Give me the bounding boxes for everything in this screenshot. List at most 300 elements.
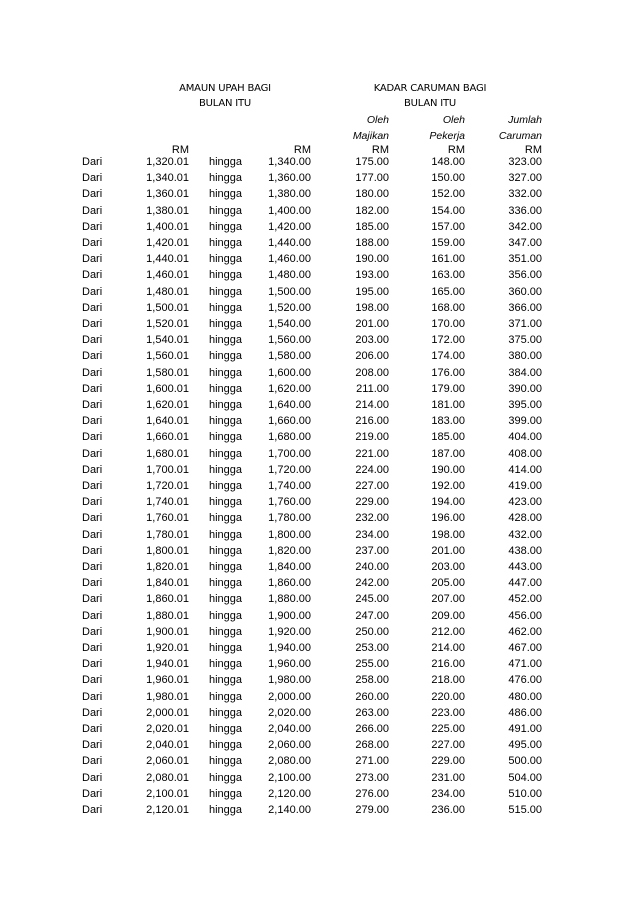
wage-from-cell: 1,440.01: [146, 253, 189, 266]
row-label-dari: Dari: [82, 787, 103, 800]
wage-from-cell: 1,560.01: [146, 350, 189, 363]
employer-contribution-cell: 188.00: [355, 237, 389, 249]
wage-to-cell: 1,900.00: [268, 609, 311, 622]
wage-to-cell: 1,540.00: [268, 318, 311, 330]
wage-from-cell: 1,760.01: [146, 512, 189, 525]
employer-contribution-cell: 258.00: [355, 674, 389, 687]
total-contribution-cell: 395.00: [508, 399, 542, 411]
employee-contribution-cell: 161.00: [431, 253, 465, 266]
table-row: [0, 154, 638, 170]
wage-from-cell: 1,900.01: [146, 625, 189, 638]
wage-to-cell: 1,660.00: [268, 415, 311, 428]
employee-contribution-cell: 205.00: [431, 577, 465, 590]
row-label-hingga: hingga: [209, 172, 243, 185]
table-row: [0, 429, 638, 445]
wage-to-cell: 1,800.00: [268, 528, 311, 541]
row-label-dari: Dari: [82, 350, 103, 363]
total-contribution-cell: 414.00: [508, 463, 542, 476]
row-label-hingga: hingga: [209, 544, 243, 557]
wage-to-cell: 1,480.00: [268, 269, 311, 282]
total-contribution-cell: 360.00: [508, 285, 542, 298]
employer-contribution-cell: 182.00: [355, 204, 389, 217]
row-label-hingga: hingga: [209, 447, 243, 460]
wage-from-cell: 1,340.01: [146, 172, 189, 185]
wage-from-cell: 1,540.01: [146, 334, 189, 347]
row-label-hingga: hingga: [209, 188, 243, 201]
wage-to-cell: 1,980.00: [268, 674, 311, 687]
row-label-hingga: hingga: [209, 399, 243, 411]
wage-to-cell: 1,680.00: [268, 431, 311, 444]
currency-label-employee: RM: [447, 144, 465, 156]
employer-contribution-cell: 253.00: [355, 642, 389, 654]
employer-contribution-cell: 198.00: [355, 301, 389, 314]
table-row: [0, 170, 638, 186]
employee-contribution-cell: 234.00: [431, 787, 465, 800]
table-row: [0, 575, 638, 591]
employer-contribution-cell: 260.00: [355, 690, 389, 703]
row-label-hingga: hingga: [209, 382, 243, 395]
wage-to-cell: 1,960.00: [268, 658, 311, 671]
wage-from-cell: 1,360.01: [146, 188, 189, 201]
employee-contribution-cell: 187.00: [431, 447, 465, 460]
employee-contribution-cell: 179.00: [431, 382, 465, 395]
table-row: [0, 365, 638, 381]
employee-contribution-cell: 163.00: [431, 269, 465, 282]
total-contribution-cell: 384.00: [508, 366, 542, 379]
currency-label-total: RM: [524, 144, 542, 156]
table-row: [0, 786, 638, 802]
wage-to-cell: 1,560.00: [268, 334, 311, 347]
row-label-hingga: hingga: [209, 269, 243, 282]
employee-contribution-cell: 170.00: [431, 318, 465, 330]
table-row: [0, 510, 638, 526]
total-contribution-cell: 486.00: [508, 706, 542, 719]
row-label-hingga: hingga: [209, 593, 243, 606]
row-label-hingga: hingga: [209, 609, 243, 622]
total-contribution-cell: 504.00: [508, 771, 542, 784]
employee-contribution-cell: 185.00: [431, 431, 465, 444]
table-row: [0, 251, 638, 267]
row-label-dari: Dari: [82, 480, 103, 492]
row-label-hingga: hingga: [209, 787, 243, 800]
total-header-line2: Caruman: [498, 130, 542, 142]
total-contribution-cell: 351.00: [508, 253, 542, 266]
wage-from-cell: 1,500.01: [146, 301, 189, 314]
employee-contribution-cell: 190.00: [431, 463, 465, 476]
row-label-hingga: hingga: [209, 253, 243, 266]
employer-contribution-cell: 255.00: [355, 658, 389, 671]
employer-contribution-cell: 195.00: [355, 285, 389, 298]
row-label-hingga: hingga: [209, 512, 243, 525]
wage-to-cell: 1,620.00: [268, 382, 311, 395]
total-contribution-cell: 356.00: [508, 269, 542, 282]
table-row: [0, 462, 638, 478]
table-row: [0, 770, 638, 786]
table-row: [0, 608, 638, 624]
row-label-dari: Dari: [82, 739, 103, 752]
employer-contribution-cell: 177.00: [355, 172, 389, 185]
row-label-hingga: hingga: [209, 285, 243, 298]
table-row: [0, 543, 638, 559]
total-contribution-cell: 366.00: [508, 301, 542, 314]
employer-contribution-cell: 279.00: [355, 804, 389, 816]
total-contribution-cell: 443.00: [508, 561, 542, 573]
row-label-dari: Dari: [82, 269, 103, 282]
wage-to-cell: 1,580.00: [268, 350, 311, 363]
row-label-dari: Dari: [82, 804, 103, 816]
wage-from-cell: 1,480.01: [146, 285, 189, 298]
row-label-dari: Dari: [82, 220, 103, 233]
row-label-dari: Dari: [82, 496, 103, 509]
total-contribution-cell: 371.00: [508, 318, 542, 330]
employer-contribution-cell: 175.00: [355, 156, 389, 168]
employee-contribution-cell: 150.00: [431, 172, 465, 185]
employee-contribution-cell: 212.00: [431, 625, 465, 638]
total-contribution-cell: 432.00: [508, 528, 542, 541]
row-label-hingga: hingga: [209, 755, 243, 768]
row-label-hingga: hingga: [209, 771, 243, 784]
wage-from-cell: 2,060.01: [146, 755, 189, 768]
employee-contribution-cell: 198.00: [431, 528, 465, 541]
wage-to-cell: 1,740.00: [268, 480, 311, 492]
wage-to-cell: 1,640.00: [268, 399, 311, 411]
employee-contribution-cell: 223.00: [431, 706, 465, 719]
wage-title-line1: AMAUN UPAH BAGI: [179, 83, 271, 94]
wage-from-cell: 1,980.01: [146, 690, 189, 703]
total-contribution-cell: 428.00: [508, 512, 542, 525]
row-label-dari: Dari: [82, 528, 103, 541]
total-contribution-cell: 491.00: [508, 723, 542, 735]
wage-to-cell: 1,340.00: [268, 156, 311, 168]
row-label-dari: Dari: [82, 706, 103, 719]
employer-contribution-cell: 185.00: [355, 220, 389, 233]
employee-contribution-cell: 157.00: [431, 220, 465, 233]
row-label-dari: Dari: [82, 285, 103, 298]
wage-from-cell: 1,460.01: [146, 269, 189, 282]
total-contribution-cell: 471.00: [508, 658, 542, 671]
total-contribution-cell: 515.00: [508, 804, 542, 816]
wage-from-cell: 2,080.01: [146, 771, 189, 784]
employee-contribution-cell: 192.00: [431, 480, 465, 492]
row-label-dari: Dari: [82, 771, 103, 784]
employer-contribution-cell: 240.00: [355, 561, 389, 573]
table-row: [0, 591, 638, 607]
employer-contribution-cell: 245.00: [355, 593, 389, 606]
row-label-hingga: hingga: [209, 237, 243, 249]
row-label-dari: Dari: [82, 156, 103, 168]
wage-to-cell: 1,720.00: [268, 463, 311, 476]
wage-to-cell: 1,820.00: [268, 544, 311, 557]
row-label-dari: Dari: [82, 204, 103, 217]
row-label-hingga: hingga: [209, 642, 243, 654]
total-contribution-cell: 347.00: [508, 237, 542, 249]
row-label-hingga: hingga: [209, 156, 243, 168]
row-label-dari: Dari: [82, 415, 103, 428]
row-label-dari: Dari: [82, 577, 103, 590]
wage-from-cell: 1,840.01: [146, 577, 189, 590]
employer-contribution-cell: 234.00: [355, 528, 389, 541]
table-row: [0, 802, 638, 818]
table-row: [0, 624, 638, 640]
wage-to-cell: 1,840.00: [268, 561, 311, 573]
wage-to-cell: 1,880.00: [268, 593, 311, 606]
total-contribution-cell: 495.00: [508, 739, 542, 752]
wage-from-cell: 1,800.01: [146, 544, 189, 557]
wage-to-cell: 1,520.00: [268, 301, 311, 314]
table-row: [0, 478, 638, 494]
table-row: [0, 348, 638, 364]
table-row: [0, 413, 638, 429]
currency-label-from: RM: [171, 144, 189, 156]
currency-label-employer: RM: [371, 144, 389, 156]
wage-from-cell: 2,020.01: [146, 723, 189, 735]
wage-to-cell: 1,380.00: [268, 188, 311, 201]
row-label-hingga: hingga: [209, 577, 243, 590]
wage-from-cell: 1,380.01: [146, 204, 189, 217]
total-contribution-cell: 467.00: [508, 642, 542, 654]
row-label-dari: Dari: [82, 188, 103, 201]
employer-contribution-cell: 190.00: [355, 253, 389, 266]
row-label-hingga: hingga: [209, 674, 243, 687]
employer-contribution-cell: 237.00: [355, 544, 389, 557]
row-label-hingga: hingga: [209, 739, 243, 752]
row-label-dari: Dari: [82, 366, 103, 379]
wage-from-cell: 2,000.01: [146, 706, 189, 719]
row-label-hingga: hingga: [209, 658, 243, 671]
total-header-line1: Jumlah: [508, 114, 542, 126]
row-label-hingga: hingga: [209, 706, 243, 719]
contrib-title-line2: BULAN ITU: [403, 98, 457, 109]
employer-contribution-cell: 216.00: [355, 415, 389, 428]
currency-label-to: RM: [293, 144, 311, 156]
row-label-dari: Dari: [82, 431, 103, 444]
row-label-dari: Dari: [82, 625, 103, 638]
wage-from-cell: 1,940.01: [146, 658, 189, 671]
table-row: [0, 203, 638, 219]
employer-contribution-cell: 266.00: [355, 723, 389, 735]
wage-from-cell: 1,420.01: [146, 237, 189, 249]
employee-contribution-cell: 196.00: [431, 512, 465, 525]
wage-from-cell: 2,100.01: [146, 787, 189, 800]
row-label-dari: Dari: [82, 334, 103, 347]
wage-title-line2: BULAN ITU: [198, 98, 252, 109]
total-contribution-cell: 456.00: [508, 609, 542, 622]
table-row: [0, 332, 638, 348]
employee-contribution-cell: 168.00: [431, 301, 465, 314]
employer-contribution-cell: 224.00: [355, 463, 389, 476]
row-label-dari: Dari: [82, 674, 103, 687]
employer-contribution-cell: 214.00: [355, 399, 389, 411]
employee-contribution-cell: 218.00: [431, 674, 465, 687]
employer-contribution-cell: 203.00: [355, 334, 389, 347]
wage-from-cell: 1,960.01: [146, 674, 189, 687]
total-contribution-cell: 452.00: [508, 593, 542, 606]
employer-contribution-cell: 242.00: [355, 577, 389, 590]
row-label-dari: Dari: [82, 544, 103, 557]
employer-contribution-cell: 201.00: [355, 318, 389, 330]
table-row: [0, 689, 638, 705]
employee-contribution-cell: 165.00: [431, 285, 465, 298]
total-contribution-cell: 323.00: [508, 156, 542, 168]
total-contribution-cell: 390.00: [508, 382, 542, 395]
table-row: [0, 737, 638, 753]
wage-from-cell: 1,600.01: [146, 382, 189, 395]
employer-contribution-cell: 227.00: [355, 480, 389, 492]
row-label-hingga: hingga: [209, 204, 243, 217]
wage-from-cell: 1,820.01: [146, 561, 189, 573]
wage-to-cell: 2,080.00: [268, 755, 311, 768]
table-row: [0, 316, 638, 332]
employee-header-line2: Pekerja: [429, 130, 465, 142]
employee-contribution-cell: 201.00: [431, 544, 465, 557]
table-row: [0, 527, 638, 543]
total-contribution-cell: 342.00: [508, 220, 542, 233]
employee-contribution-cell: 152.00: [431, 188, 465, 201]
row-label-dari: Dari: [82, 253, 103, 266]
total-contribution-cell: 480.00: [508, 690, 542, 703]
wage-to-cell: 1,420.00: [268, 220, 311, 233]
row-label-dari: Dari: [82, 642, 103, 654]
row-label-hingga: hingga: [209, 561, 243, 573]
total-contribution-cell: 476.00: [508, 674, 542, 687]
row-label-hingga: hingga: [209, 366, 243, 379]
wage-from-cell: 2,120.01: [146, 804, 189, 816]
employee-contribution-cell: 148.00: [431, 156, 465, 168]
wage-from-cell: 2,040.01: [146, 739, 189, 752]
wage-to-cell: 2,100.00: [268, 771, 311, 784]
employer-contribution-cell: 229.00: [355, 496, 389, 509]
employer-contribution-cell: 273.00: [355, 771, 389, 784]
row-label-hingga: hingga: [209, 334, 243, 347]
wage-to-cell: 2,000.00: [268, 690, 311, 703]
employer-contribution-cell: 193.00: [355, 269, 389, 282]
total-contribution-cell: 408.00: [508, 447, 542, 460]
employer-header-line2: Majikan: [352, 130, 389, 142]
row-label-hingga: hingga: [209, 528, 243, 541]
table-row: [0, 186, 638, 202]
row-label-hingga: hingga: [209, 463, 243, 476]
employee-contribution-cell: 159.00: [431, 237, 465, 249]
row-label-dari: Dari: [82, 318, 103, 330]
row-label-hingga: hingga: [209, 480, 243, 492]
wage-to-cell: 2,020.00: [268, 706, 311, 719]
table-row: [0, 397, 638, 413]
table-row: [0, 753, 638, 769]
employee-contribution-cell: 231.00: [431, 771, 465, 784]
row-label-dari: Dari: [82, 609, 103, 622]
row-label-dari: Dari: [82, 512, 103, 525]
total-contribution-cell: 500.00: [508, 755, 542, 768]
wage-to-cell: 1,460.00: [268, 253, 311, 266]
row-label-hingga: hingga: [209, 723, 243, 735]
employer-contribution-cell: 276.00: [355, 787, 389, 800]
table-row: [0, 446, 638, 462]
employee-contribution-cell: 174.00: [431, 350, 465, 363]
employer-contribution-cell: 250.00: [355, 625, 389, 638]
table-row: [0, 300, 638, 316]
employer-contribution-cell: 208.00: [355, 366, 389, 379]
wage-to-cell: 2,140.00: [268, 804, 311, 816]
total-contribution-cell: 438.00: [508, 544, 542, 557]
employer-contribution-cell: 180.00: [355, 188, 389, 201]
employer-contribution-cell: 211.00: [356, 382, 389, 395]
row-label-hingga: hingga: [209, 625, 243, 638]
table-row: [0, 656, 638, 672]
row-label-hingga: hingga: [209, 318, 243, 330]
employee-contribution-cell: 181.00: [431, 399, 465, 411]
employee-contribution-cell: 229.00: [431, 755, 465, 768]
row-label-dari: Dari: [82, 447, 103, 460]
wage-from-cell: 1,880.01: [146, 609, 189, 622]
total-contribution-cell: 399.00: [508, 415, 542, 428]
employee-header-line1: Oleh: [442, 114, 465, 126]
wage-from-cell: 1,920.01: [146, 642, 189, 654]
wage-to-cell: 1,860.00: [268, 577, 311, 590]
total-contribution-cell: 462.00: [508, 625, 542, 638]
row-label-dari: Dari: [82, 463, 103, 476]
employee-contribution-cell: 154.00: [431, 204, 465, 217]
row-label-hingga: hingga: [209, 350, 243, 363]
table-row: [0, 235, 638, 251]
table-row: [0, 705, 638, 721]
employee-contribution-cell: 216.00: [431, 658, 465, 671]
wage-from-cell: 1,520.01: [146, 318, 189, 330]
table-row: [0, 219, 638, 235]
employer-contribution-cell: 232.00: [355, 512, 389, 525]
row-label-dari: Dari: [82, 237, 103, 249]
row-label-dari: Dari: [82, 690, 103, 703]
table-row: [0, 381, 638, 397]
row-label-hingga: hingga: [209, 415, 243, 428]
wage-to-cell: 2,040.00: [268, 723, 311, 735]
row-label-hingga: hingga: [209, 496, 243, 509]
wage-from-cell: 1,580.01: [146, 366, 189, 379]
wage-from-cell: 1,660.01: [146, 431, 189, 444]
employer-contribution-cell: 247.00: [355, 609, 389, 622]
employer-header-line1: Oleh: [366, 114, 389, 126]
total-contribution-cell: 380.00: [508, 350, 542, 363]
table-row: [0, 721, 638, 737]
wage-from-cell: 1,720.01: [146, 480, 189, 492]
wage-from-cell: 1,640.01: [146, 415, 189, 428]
wage-from-cell: 1,400.01: [146, 220, 189, 233]
row-label-dari: Dari: [82, 382, 103, 395]
table-row: [0, 559, 638, 575]
employer-contribution-cell: 219.00: [355, 431, 389, 444]
total-contribution-cell: 404.00: [508, 431, 542, 444]
wage-to-cell: 1,700.00: [268, 447, 311, 460]
row-label-hingga: hingga: [209, 301, 243, 314]
row-label-dari: Dari: [82, 301, 103, 314]
employee-contribution-cell: 203.00: [431, 561, 465, 573]
employer-contribution-cell: 268.00: [355, 739, 389, 752]
row-label-hingga: hingga: [209, 690, 243, 703]
row-label-hingga: hingga: [209, 220, 243, 233]
employee-contribution-cell: 220.00: [431, 690, 465, 703]
wage-to-cell: 2,060.00: [268, 739, 311, 752]
table-row: [0, 672, 638, 688]
employee-contribution-cell: 176.00: [431, 366, 465, 379]
wage-to-cell: 1,940.00: [268, 642, 311, 654]
employer-contribution-cell: 271.00: [355, 755, 389, 768]
row-label-hingga: hingga: [209, 431, 243, 444]
row-label-dari: Dari: [82, 593, 103, 606]
total-contribution-cell: 447.00: [508, 577, 542, 590]
wage-to-cell: 1,360.00: [268, 172, 311, 185]
wage-to-cell: 1,500.00: [268, 285, 311, 298]
row-label-hingga: hingga: [209, 804, 243, 816]
employer-contribution-cell: 221.00: [355, 447, 389, 460]
